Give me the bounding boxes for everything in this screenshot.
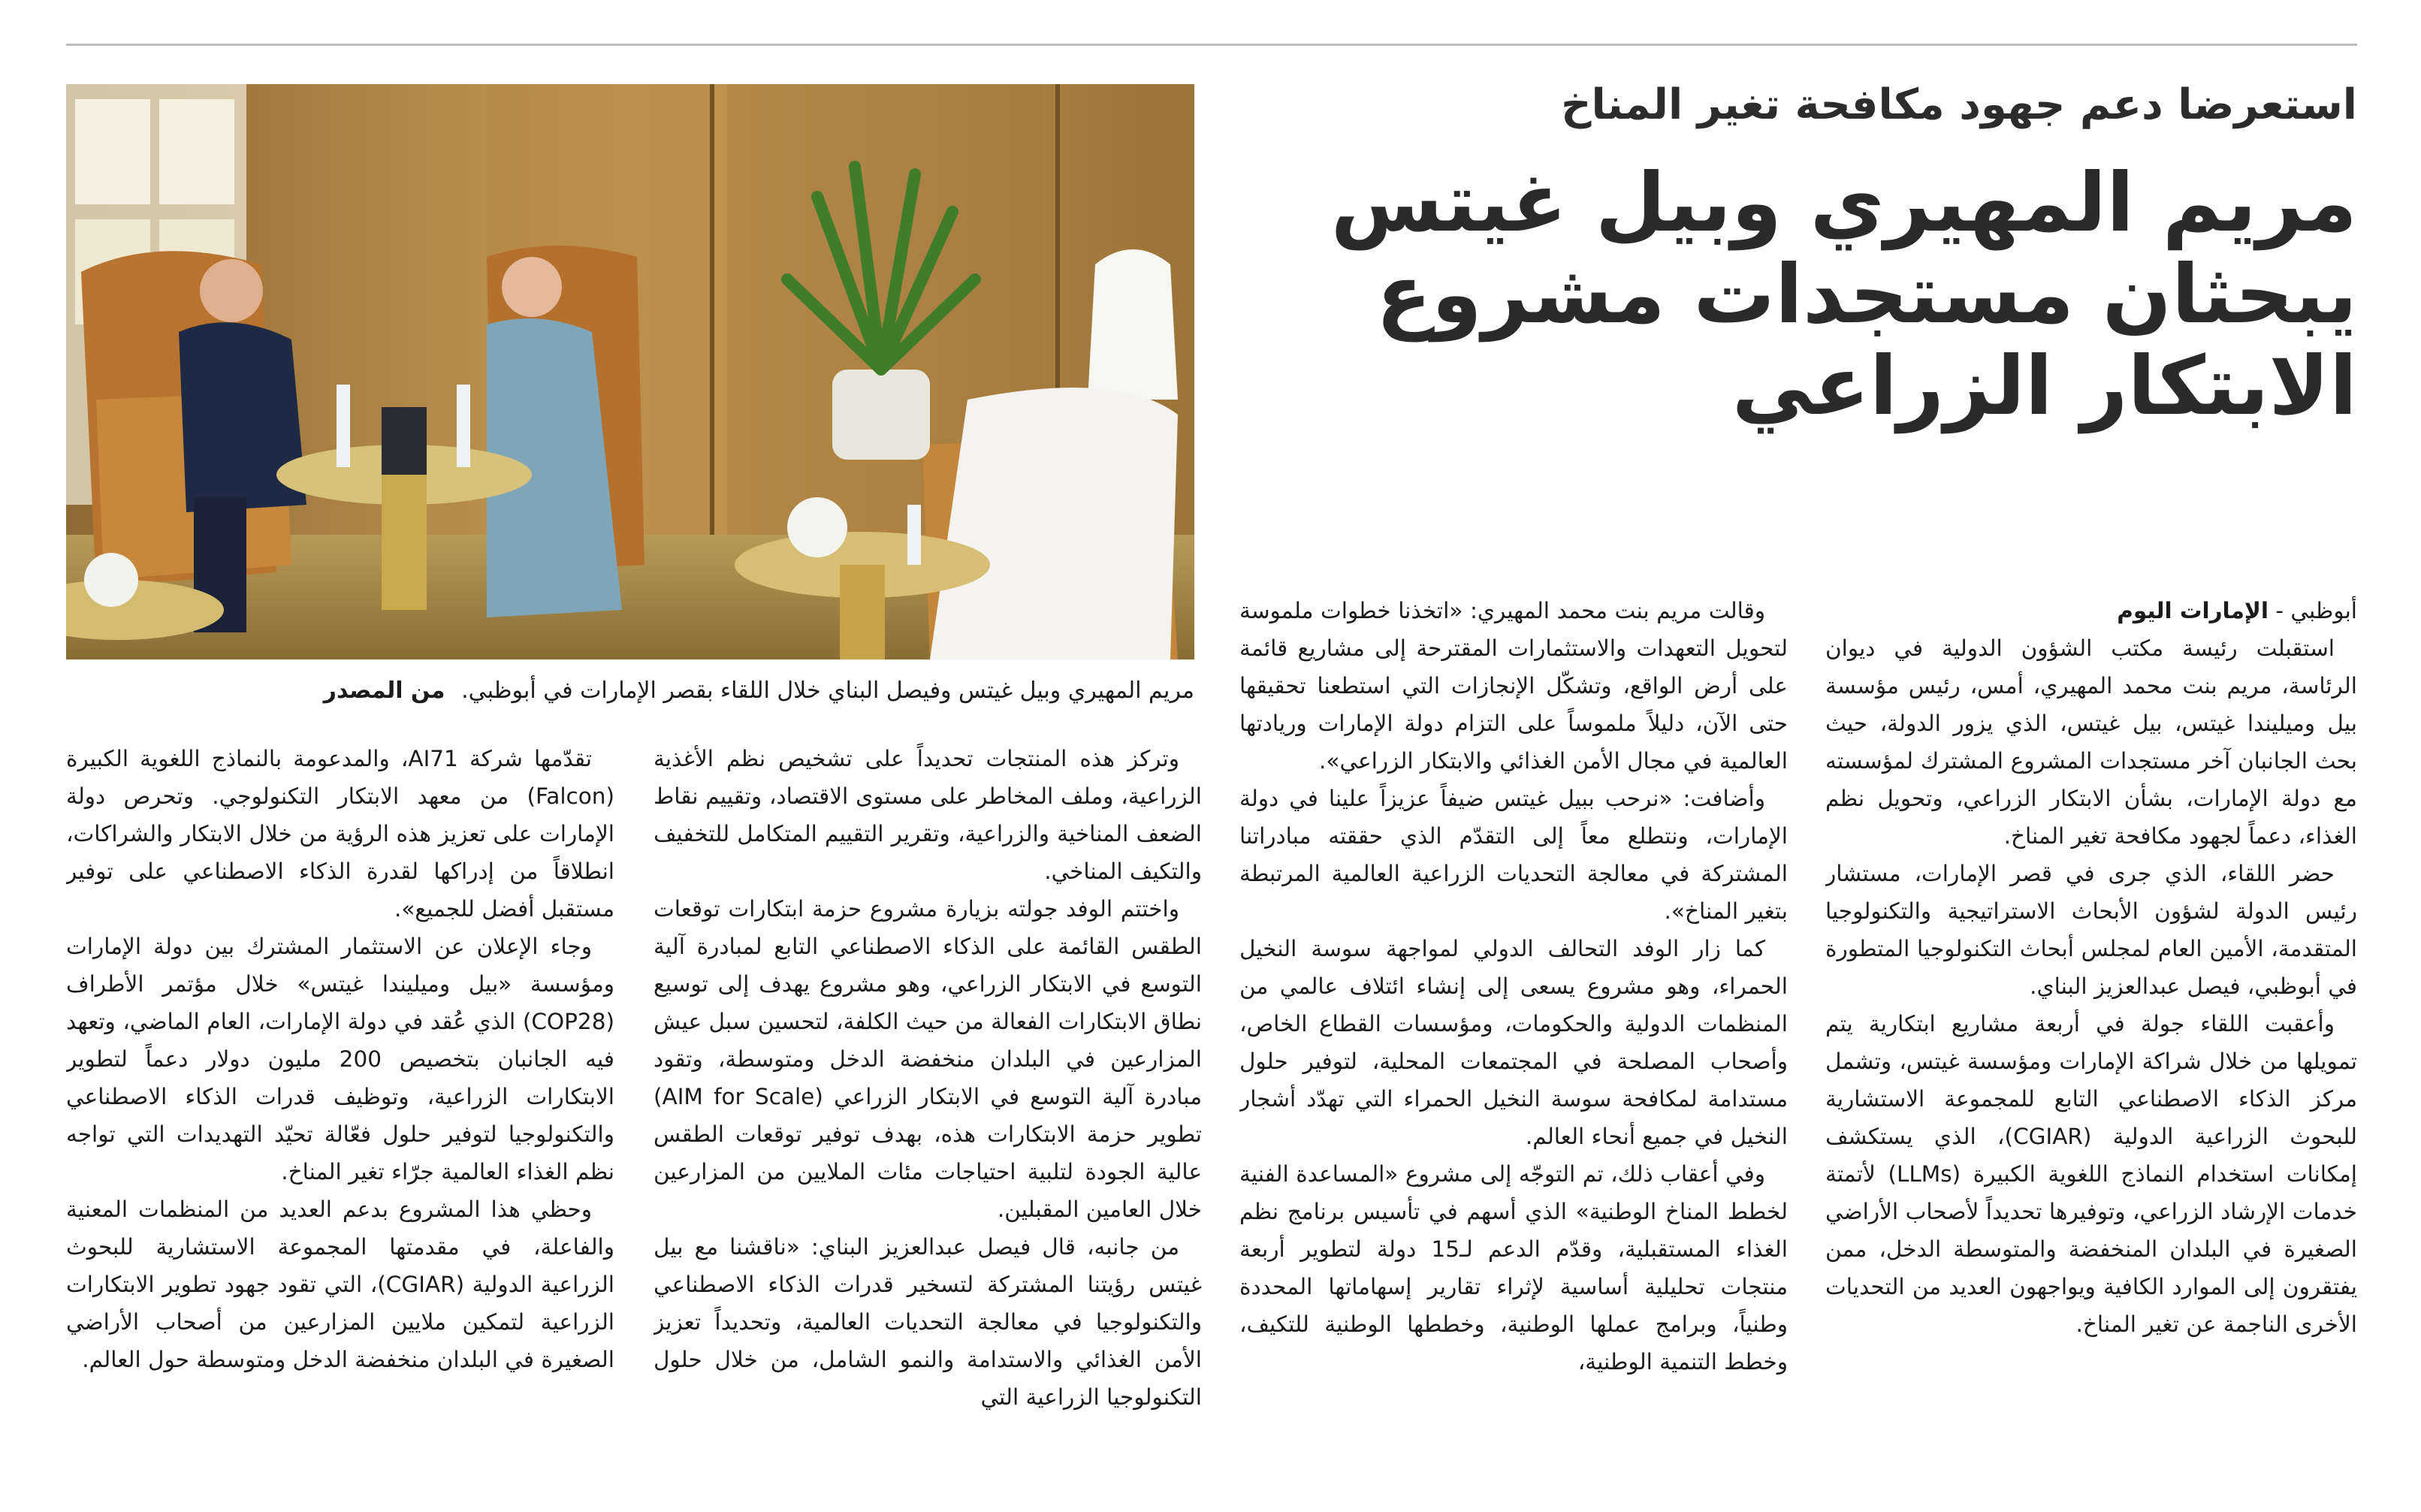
paragraph: وتركز هذه المنتجات تحديداً على تشخيص نظم الأغذية الزراعية، وملف المخاطر على مستوى الاقتصاد، وتقييم نقاط الضعف المناخية والزراعية، وتقرير التقييم المتكامل للتخفيف والتكيف المناخي. (654, 746, 1202, 884)
paragraph: وأعقبت اللقاء جولة في أربعة مشاريع ابتكارية يتم تمويلها من خلال شراكة الإمارات ومؤسسة غيتس، وتشمل مركز الذكاء الاصطناعي التابع للمجموعة الاستشارية للبحوث الزراعية الدولية (CGIAR)، الذي يستكشف إمكانات استخدام النماذج اللغوية الكبيرة (LLMs) لأتمتة خدمات الإرشاد الزراعي، وتوفيرها تحديداً لأصحاب الأراضي الصغيرة في البلدان المنخفضة والمتوسطة الدخل، ممن يفتقرون إلى الموارد الكافية ويواجهون العديد من التحديات الأخرى الناجمة عن تغير المناخ. (1825, 1011, 2357, 1337)
text-column-2 (1239, 592, 1788, 1508)
paragraph: وفي أعقاب ذلك، تم التوجّه إلى مشروع «المساعدة الفنية لخطط المناخ الوطنية» الذي أسهم في تأسيس برنامج نظم الغذاء المستقبلية، وقدّم الدعم لـ15 دولة لتطوير أربعة منتجات تحليلية أساسية لإثراء تقارير إسهاماتها المحددة وطنياً، وبرامج عملها الوطنية، وخططها الوطنية للتكيف، وخطط التنمية الوطنية، (1239, 1161, 1788, 1375)
paragraph: وحظي هذا المشروع بدعم العديد من المنظمات المعنية والفاعلة، في مقدمتها المجموعة الاستشارية للبحوث الزراعية الدولية (CGIAR)، التي تقود جهود تطوير الابتكارات الزراعية لتمكين ملايين المزارعين من أصحاب الأراضي الصغيرة في البلدان منخفضة الدخل ومتوسطة حول العالم. (66, 1197, 614, 1372)
caption-source: من المصدر (323, 678, 445, 704)
top-rule (66, 44, 2357, 46)
paragraph: وقالت مريم بنت محمد المهيري: «اتخذنا خطوات ملموسة لتحويل التعهدات والاستثمارات المقترحة إلى مشاريع قائمة على أرض الواقع، وتشكّل الإنجازات التي استطعنا تحقيقها حتى الآن، دليلاً ملموساً على التزام دولة الإمارات وريادتها العالمية في مجال الأمن الغذائي والابتكار الزراعي». (1239, 598, 1788, 774)
article-photo (66, 84, 1194, 659)
byline-city: أبوظبي - (2268, 598, 2357, 623)
article-headline: مريم المهيري وبيل غيتس يبحثان مستجدات مشروع الابتكار الزراعي (1330, 156, 2357, 433)
paragraph: كما زار الوفد التحالف الدولي لمواجهة سوسة النخيل الحمراء، وهو مشروع يسعى إلى إنشاء ائتلاف عالمي من المنظمات الدولية والحكومات، ومؤسسات القطاع الخاص، وأصحاب المصلحة في المجتمعات المحلية، لتوفير حلول مستدامة لمكافحة سوسة النخيل الحمراء التي تهدّد أشجار النخيل في جميع أنحاء العالم. (1239, 936, 1788, 1149)
text-column-4 (66, 740, 614, 1510)
paragraph: وجاء الإعلان عن الاستثمار المشترك بين دولة الإمارات ومؤسسة «بيل وميليندا غيتس» خلال مؤتمر الأطراف (COP28) الذي عُقد في دولة الإمارات، العام الماضي، وتعهد فيه الجانبان بتخصيص 200 مليون دولار دعماً لتطوير الابتكارات الزراعية، وتوظيف قدرات الذكاء الاصطناعي والتكنولوجيا لتوفير حلول فعّالة تحيّد التهديدات التي تواجه نظم الغذاء العالمية جرّاء تغير المناخ. (66, 934, 614, 1185)
paragraph: وأضافت: «نرحب ببيل غيتس ضيفاً عزيزاً علينا في دولة الإمارات، ونتطلع معاً إلى التقدّم الذي حققته مبادراتنا المشتركة في معالجة التحديات الزراعية العالمية المرتبطة بتغير المناخ». (1239, 786, 1788, 924)
paragraph: تقدّمها شركة AI71، والمدعومة بالنماذج اللغوية الكبيرة (Falcon) من معهد الابتكار التكنولوجي. وتحرص دولة الإمارات على تعزيز هذه الرؤية من خلال الابتكار والشراكات، انطلاقاً من إدراكها لقدرة الذكاء الاصطناعي على توفير مستقبل أفضل للجميع». (66, 746, 614, 922)
meeting-photo-illustration (66, 84, 1194, 659)
paragraph: من جانبه، قال فيصل عبدالعزيز البناي: «ناقشنا مع بيل غيتس رؤيتنا المشتركة لتسخير قدرات الذكاء الاصطناعي والتكنولوجيا في معالجة التحديات العالمية، وتحديداً تعزيز الأمن الغذائي والاستدامة والنمو الشامل، من خلال حلول التكنولوجيا الزراعية التي (654, 1234, 1202, 1410)
text-column-3 (654, 740, 1202, 1510)
paragraph: واختتم الوفد جولته بزيارة مشروع حزمة ابتكارات توقعات الطقس القائمة على الذكاء الاصطناعي التابع لمبادرة آلية التوسع في الابتكار الزراعي، وهو مشروع يهدف إلى توسيع نطاق الابتكارات الفعالة من حيث الكلفة، لتحسين سبل عيش المزارعين في البلدان منخفضة الدخل ومتوسطة، وتقود مبادرة آلية التوسع في الابتكار الزراعي (AIM for Scale) تطوير حزمة الابتكارات هذه، بهدف توفير توقعات الطقس عالية الجودة لتلبية احتياجات مئات الملايين من المزارعين خلال العامين المقبلين. (654, 896, 1202, 1222)
byline-outlet: الإمارات اليوم (2117, 598, 2269, 623)
paragraph: حضر اللقاء، الذي جرى في قصر الإمارات، مستشار رئيس الدولة لشؤون الأبحاث الاستراتيجية والتكنولوجيا المتقدمة، الأمين العام لمجلس أبحاث التكنولوجيا المتطورة في أبوظبي، فيصل عبدالعزيز البناي. (1825, 861, 2357, 999)
text-column-1 (1825, 592, 2357, 1508)
article-kicker: استعرضا دعم جهود مكافحة تغير المناخ (1561, 80, 2357, 129)
caption-text: مريم المهيري وبيل غيتس وفيصل البناي خلال اللقاء بقصر الإمارات في أبوظبي. (461, 678, 1194, 704)
paragraph: استقبلت رئيسة مكتب الشؤون الدولية في ديوان الرئاسة، مريم بنت محمد المهيري، أمس، رئيس مؤسسة بيل وميليندا غيتس، بيل غيتس، الذي يزور الدولة، حيث بحث الجانبان آخر مستجدات المشروع المشترك لمؤسسته مع دولة الإمارات، بشأن الابتكار الزراعي، وتحويل نظم الغذاء، دعماً لجهود مكافحة تغير المناخ. (1825, 635, 2357, 849)
byline (1825, 592, 2357, 629)
photo-caption (66, 675, 1194, 711)
